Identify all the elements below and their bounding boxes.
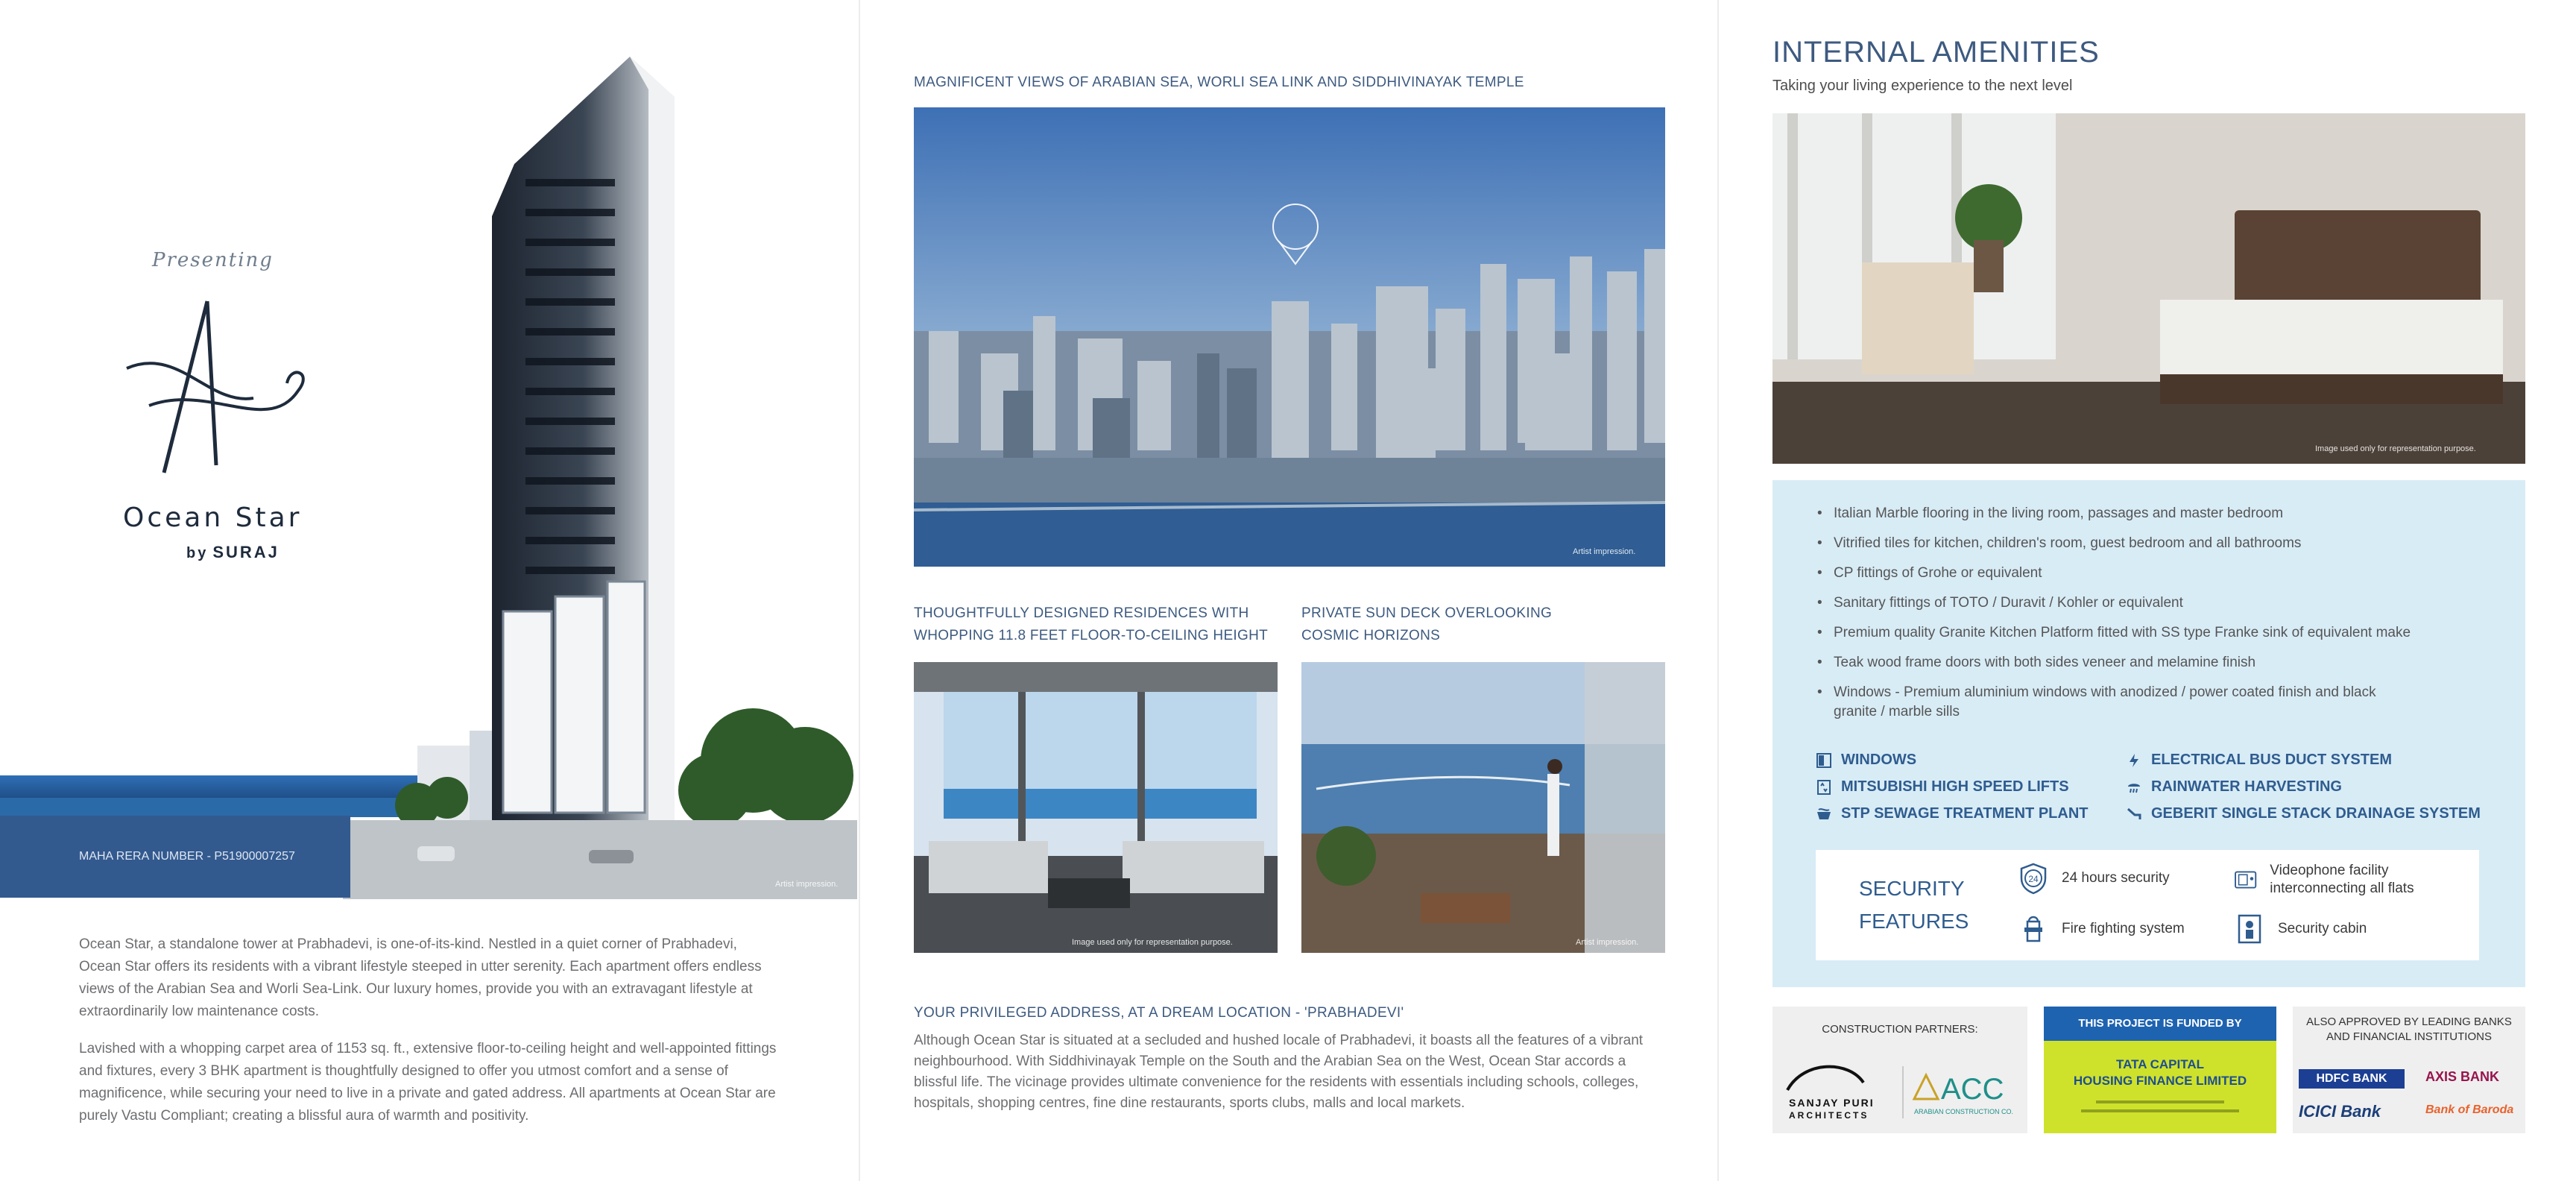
bank-of-baroda-logo: Bank of Baroda: [2425, 1103, 2514, 1116]
living-room-photo: [914, 662, 1278, 953]
security-title-line-2: FEATURES: [1859, 910, 1969, 933]
feature-windows: [1816, 752, 1916, 769]
shield-24-icon: [2017, 862, 2050, 895]
deck-heading: [1301, 602, 1552, 647]
bedroom-photo: [1772, 113, 2525, 464]
amenity-item: • Premium quality Granite Kitchen Platform fitted with SS type Franke sink of equivalent make: [1816, 623, 2487, 643]
panel-amenities: [1717, 0, 2576, 1181]
feature-label: WINDOWS: [1841, 752, 1917, 768]
residences-heading-line-2: WHOPPING 11.8 FEET FLOOR-TO-CEILING HEIGHT: [914, 628, 1269, 643]
city-view-photo: [914, 107, 1665, 567]
lift-icon: [1816, 779, 1832, 796]
security-cabin-icon: [2233, 913, 2266, 945]
tower-caption: Artist impression.: [775, 880, 839, 889]
deck-heading-line-2: COSMIC HORIZONS: [1301, 628, 1441, 643]
rain-icon: [2126, 779, 2142, 796]
construction-partners: [1772, 1007, 2027, 1133]
address-heading: YOUR PRIVILEGED ADDRESS, AT A DREAM LOCATION - 'PRABHADEVI': [914, 1005, 1404, 1021]
brand-by-line: [186, 543, 280, 562]
security-item-cabin: [2233, 913, 2367, 945]
funded-title: THIS PROJECT IS FUNDED BY: [2078, 1017, 2242, 1030]
security-title: [1859, 872, 1969, 938]
feature-label: RAINWATER HARVESTING: [2151, 778, 2342, 795]
views-heading: MAGNIFICENT VIEWS OF ARABIAN SEA, WORLI SEA LINK AND SIDDHIVINAYAK TEMPLE: [914, 75, 1524, 90]
amenities-list: [1816, 504, 2487, 732]
deck-heading-line-1: PRIVATE SUN DECK OVERLOOKING: [1301, 605, 1553, 621]
feature-label: MITSUBISHI HIGH SPEED LIFTS: [1841, 778, 2069, 795]
acc-name: ACC: [1941, 1073, 2004, 1106]
icici-bank-logo: ICICI Bank: [2299, 1102, 2381, 1121]
amenity-item: • Teak wood frame doors with both sides veneer and melamine finish: [1816, 653, 2487, 673]
acc-logo-icon: [1911, 1068, 2023, 1121]
sun-deck-photo: [1301, 662, 1665, 953]
feature-stp: [1816, 805, 2089, 822]
sun-deck-caption: Artist impression.: [1576, 938, 1639, 947]
security-label: Fire fighting system: [2062, 921, 2185, 936]
panel-views: [859, 0, 1716, 1181]
window-icon: [1816, 752, 1832, 769]
amenity-item: • Italian Marble flooring in the living room, passages and master bedroom: [1816, 504, 2487, 523]
construction-title: CONSTRUCTION PARTNERS:: [1822, 1023, 1978, 1036]
sewage-plant-icon: [1816, 806, 1832, 822]
rera-number: MAHA RERA NUMBER - P51900007257: [0, 816, 350, 898]
security-badge: 24: [2028, 874, 2039, 884]
architect-sub: ARCHITECTS: [1789, 1110, 1869, 1121]
banks-title-line-2: AND FINANCIAL INSTITUTIONS: [2326, 1030, 2492, 1043]
amenities-box: [1772, 480, 2525, 987]
feature-rainwater: [2126, 778, 2342, 796]
residences-heading: [914, 602, 1268, 647]
security-label: Security cabin: [2278, 921, 2367, 936]
amenity-item: • Windows - Premium aluminium windows with anodized / power coated finish and black granite / marble sills: [1816, 683, 2382, 722]
panel-presenting: [0, 0, 857, 1181]
bedroom-caption: Image used only for representation purpose.: [2315, 444, 2476, 453]
security-label: Videophone facility interconnecting all flats: [2270, 863, 2414, 896]
city-view-caption: Artist impression.: [1573, 547, 1636, 556]
feature-label: STP SEWAGE TREATMENT PLANT: [1841, 805, 2089, 822]
living-room-caption: Image used only for representation purpose.: [1072, 938, 1233, 947]
feature-label: ELECTRICAL BUS DUCT SYSTEM: [2151, 752, 2392, 768]
approved-banks: [2293, 1007, 2525, 1133]
amenity-item: • Vitrified tiles for kitchen, children's room, guest bedroom and all bathrooms: [1816, 534, 2487, 553]
amenities-title: INTERNAL AMENITIES: [1772, 36, 2100, 69]
fire-hydrant-icon: [2017, 913, 2050, 945]
brand-name: Ocean Star: [123, 503, 303, 533]
videophone-icon: [2233, 863, 2258, 896]
brand-by: by: [186, 545, 209, 561]
amenity-item: • CP fittings of Grohe or equivalent: [1816, 564, 2487, 583]
feature-bus-duct: [2126, 752, 2392, 769]
axis-bank-logo: AXIS BANK: [2425, 1069, 2500, 1084]
architect-name: SANJAY PURI: [1789, 1097, 1875, 1109]
amenities-subtitle: Taking your living experience to the next level: [1772, 78, 2073, 94]
security-features-card: [1816, 850, 2479, 960]
feature-label: GEBERIT SINGLE STACK DRAINAGE SYSTEM: [2151, 805, 2481, 822]
funded-by: [2044, 1007, 2276, 1133]
electric-icon: [2126, 752, 2142, 769]
security-item-videophone: [2233, 862, 2472, 898]
ocean-star-logo-icon: [119, 294, 321, 488]
feature-drainage: [2126, 805, 2481, 822]
residences-heading-line-1: THOUGHTFULLY DESIGNED RESIDENCES WITH: [914, 605, 1249, 621]
feature-lifts: [1816, 778, 2069, 796]
security-title-line-1: SECURITY: [1859, 877, 1965, 900]
tata-capital-line-2: HOUSING FINANCE LIMITED: [2073, 1074, 2247, 1088]
brand-by-name: SURAJ: [212, 543, 280, 561]
amenity-item: • Sanitary fittings of TOTO / Duravit / Kohler or equivalent: [1816, 593, 2487, 613]
security-item-24h: [2017, 862, 2170, 895]
fine-print-line: [2081, 1109, 2239, 1112]
security-item-fire: [2017, 913, 2185, 945]
banks-title-line-1: ALSO APPROVED BY LEADING BANKS: [2306, 1015, 2512, 1028]
sanjay-puri-logo-icon: [1781, 1053, 1901, 1124]
presenting-label: Presenting: [152, 249, 274, 271]
partner-divider: [1902, 1066, 1904, 1118]
fine-print-line: [2096, 1100, 2224, 1103]
hdfc-bank-logo: HDFC BANK: [2299, 1069, 2405, 1089]
security-label: 24 hours security: [2062, 870, 2170, 886]
intro-paragraph-1: Ocean Star, a standalone tower at Prabhadevi, is one-of-its-kind. Nestled in a quiet corner of Prabhadevi, Ocean Star offers its residents with a vibrant lifestyle steeped in utter serenity. Each apartment offers endless views of the Arabian Sea and Worli Sea-Link. Our luxury homes, provide you with an extravagant lifestyle at extraordinarily low maintenance costs.: [79, 936, 762, 1019]
address-paragraph: Although Ocean Star is situated at a secluded and hushed locale of Prabhadevi, it boasts all the features of a vibrant neighbourhood. With Siddhivinayak Temple on the South and the Arabian Sea on the West, Ocean Star accords a blissful life. The vicinage provides ultimate convenience for the residents with essentials including schools, colleges, hospitals, shopping centres, fine dine restaurants, sports clubs, malls and local markets.: [914, 1033, 1644, 1111]
drainage-icon: [2126, 806, 2142, 822]
intro-paragraph-2: Lavished with a whopping carpet area of 1153 sq. ft., extensive floor-to-ceiling height and well-appointed fittings and fixtures, every 3 BHK apartment is thoughtfully designed to offer you utmost comfort and a sense of magnificence, while securing your need to live in a private and gated address. All apartments at Ocean Star are purely Vastu Compliant; creating a blissful aura of warmth and positivity.: [79, 1041, 777, 1124]
acc-sub: ARABIAN CONSTRUCTION CO.: [1914, 1108, 2014, 1115]
tata-capital-line-1: TATA CAPITAL: [2115, 1057, 2205, 1071]
